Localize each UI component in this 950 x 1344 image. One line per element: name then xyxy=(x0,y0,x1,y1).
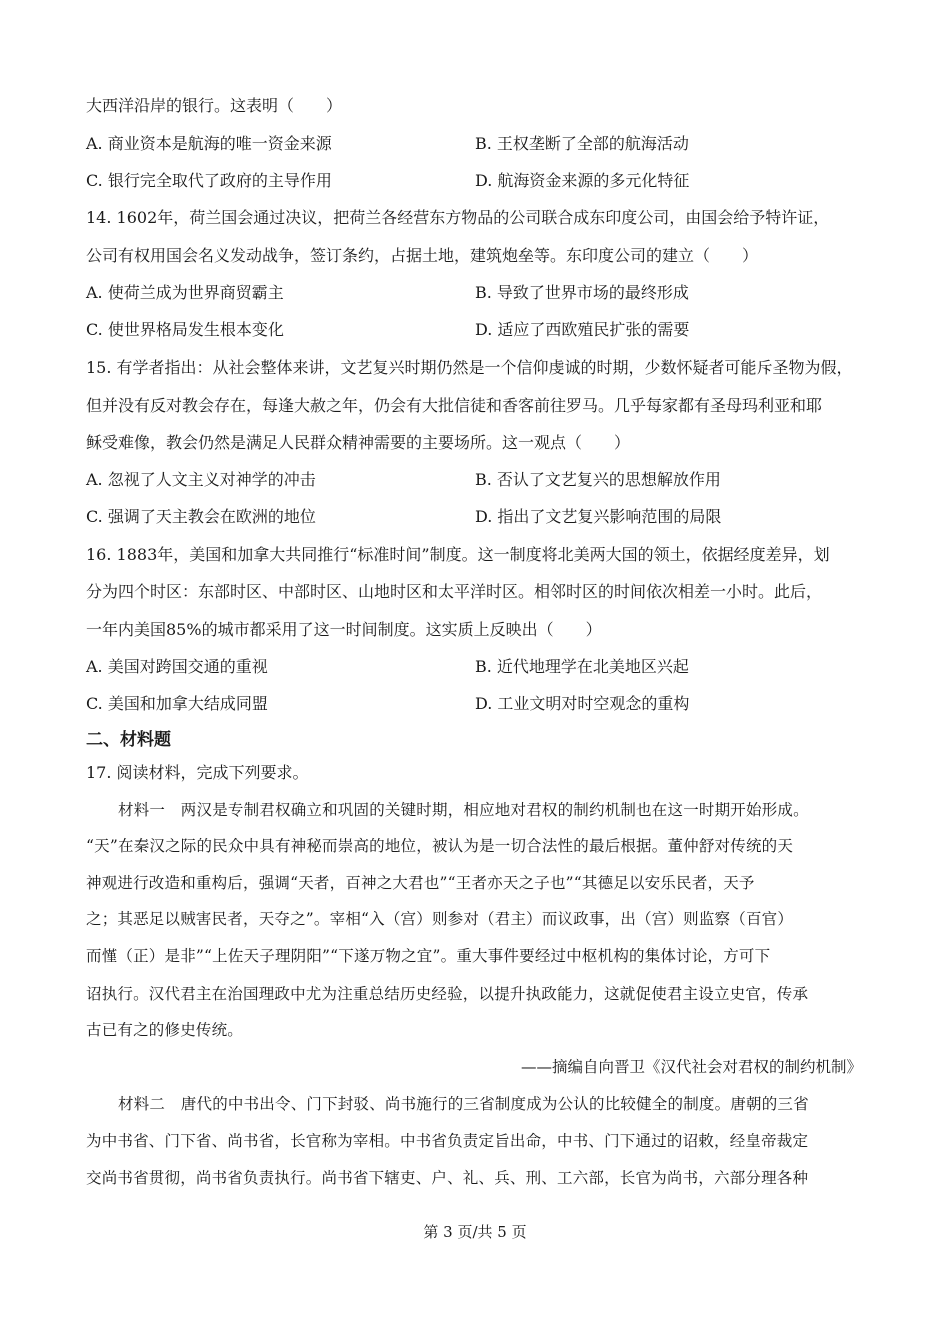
q16-stem-line2: 分为四个时区：东部时区、中部时区、山地时区和太平洋时区。相邻时区的时间依次相差一小时。此后， xyxy=(86,582,823,601)
q13-option-c[interactable]: C. 银行完全取代了政府的主导作用 xyxy=(86,171,332,190)
q14-stem-line1: 14. 1602年，荷兰国会通过决议，把荷兰各经营东方物品的公司联合成东印度公司，由国会给予特许证， xyxy=(86,208,830,227)
q16-option-b[interactable]: B. 近代地理学在北美地区兴起 xyxy=(475,657,689,676)
section-heading: 二、材料题 xyxy=(86,730,171,750)
q16-option-d[interactable]: D. 工业文明对时空观念的重构 xyxy=(475,694,690,713)
q14-option-c[interactable]: C. 使世界格局发生根本变化 xyxy=(86,320,284,339)
material1-source: ——摘编自向晋卫《汉代社会对君权的制约机制》 xyxy=(520,1058,862,1076)
material1-line5: 而慬（正）是非”“上佐天子理阴阳”“下遂万物之宜”。重大事件要经过中枢机构的集体讨论，方可下 xyxy=(86,947,771,965)
q16-option-c[interactable]: C. 美国和加拿大结成同盟 xyxy=(86,694,268,713)
q15-option-d[interactable]: D. 指出了文艺复兴影响范围的局限 xyxy=(475,507,722,526)
q15-stem-line3: 稣受难像，教会仍然是满足人民群众精神需要的主要场所。这一观点（ ） xyxy=(86,433,631,452)
q13-option-b[interactable]: B. 王权垄断了全部的航海活动 xyxy=(475,134,689,153)
q16-option-a[interactable]: A. 美国对跨国交通的重视 xyxy=(86,657,268,676)
material1-line7: 古已有之的修史传统。 xyxy=(86,1021,244,1039)
material2-line3: 交尚书省贯彻，尚书省负责执行。尚书省下辖吏、户、礼、兵、刑、工六部，长官为尚书，六部分理各种 xyxy=(86,1169,809,1187)
q16-stem-line1: 16. 1883年，美国和加拿大共同推行“标准时间”制度。这一制度将北美两大国的领土，依据经度差异，划 xyxy=(86,545,830,564)
q13-option-d[interactable]: D. 航海资金来源的多元化特征 xyxy=(475,171,690,190)
material2-line1: 材料二 唐代的中书出令、门下封驳、尚书施行的三省制度成为公认的比较健全的制度。唐朝的三省 xyxy=(118,1095,809,1113)
material1-line3: 神观进行改造和重构后，强调“天者，百神之大君也”“王者亦天之子也”“其德足以安乐民者，天予 xyxy=(86,874,755,892)
q15-stem-line1: 15. 有学者指出：从社会整体来讲，文艺复兴时期仍然是一个信仰虔诚的时期，少数怀疑者可能斥圣物为假， xyxy=(86,358,853,377)
q15-option-a[interactable]: A. 忽视了人文主义对神学的冲击 xyxy=(86,470,316,489)
q15-option-b[interactable]: B. 否认了文艺复兴的思想解放作用 xyxy=(475,470,721,489)
q13-stem-tail: 大西洋沿岸的银行。这表明（ ） xyxy=(86,96,343,115)
q14-stem-line2: 公司有权用国会名义发动战争，签订条约，占据土地，建筑炮垒等。东印度公司的建立（ ） xyxy=(86,246,759,265)
q15-option-c[interactable]: C. 强调了天主教会在欧洲的地位 xyxy=(86,507,316,526)
page-number: 第 3 页/共 5 页 xyxy=(423,1223,527,1241)
q14-option-d[interactable]: D. 适应了西欧殖民扩张的需要 xyxy=(475,320,690,339)
material1-line2: “天”在秦汉之际的民众中具有神秘而崇高的地位，被认为是一切合法性的最后根据。董仲舒对传统的天 xyxy=(86,837,794,855)
material2-line2: 为中书省、门下省、尚书省，长官称为宰相。中书省负责定旨出命，中书、门下通过的诏敕，经皇帝裁定 xyxy=(86,1132,809,1150)
material1-line4: 之；其恶足以贼害民者，天夺之”。宰相“入（宫）则参对（君主）而议政事，出（宫）则监察（百官） xyxy=(86,910,794,928)
q13-option-a[interactable]: A. 商业资本是航海的唯一资金来源 xyxy=(86,134,332,153)
material1-line6: 诏执行。汉代君主在治国理政中尤为注重总结历史经验，以提升执政能力，这就促使君主设立史官，传承 xyxy=(86,985,809,1003)
q14-option-b[interactable]: B. 导致了世界市场的最终形成 xyxy=(475,283,689,302)
q17-prompt: 17. 阅读材料，完成下列要求。 xyxy=(86,763,309,782)
q16-stem-line3: 一年内美国85%的城市都采用了这一时间制度。这实质上反映出（ ） xyxy=(86,620,602,639)
q14-option-a[interactable]: A. 使荷兰成为世界商贸霸主 xyxy=(86,283,284,302)
material1-line1: 材料一 两汉是专制君权确立和巩固的关键时期，相应地对君权的制约机制也在这一时期开始形成。 xyxy=(118,801,809,819)
q15-stem-line2: 但并没有反对教会存在，每逢大赦之年，仍会有大批信徒和香客前往罗马。几乎每家都有圣母玛利亚和耶 xyxy=(86,396,823,415)
